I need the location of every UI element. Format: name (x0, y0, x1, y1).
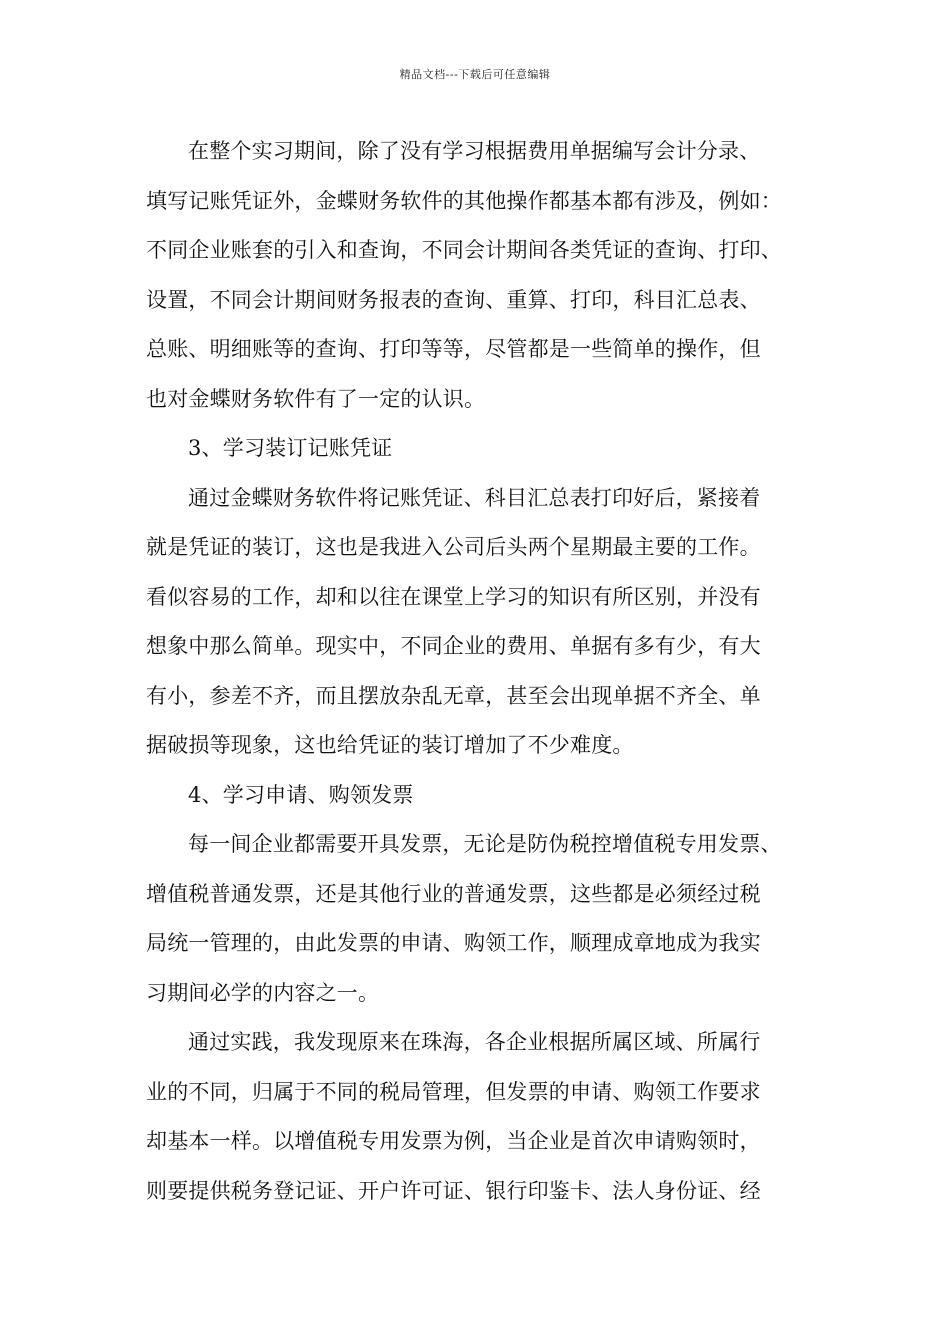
paragraph-line: 业的不同，归属于不同的税局管理，但发票的申请、购领工作要求 (146, 1079, 761, 1104)
paragraph-line: 想象中那么简单。现实中，不同企业的费用、单据有多有少，有大 (146, 634, 761, 658)
paragraph-line: 却基本一样。以增值税专用发票为例，当企业是首次申请购领时， (146, 1129, 761, 1153)
paragraph-line: 有小，参差不齐，而且摆放杂乱无章，甚至会出现单据不齐全、单 (146, 683, 761, 708)
paragraph-line: 通过金蝶财务软件将记账凭证、科目汇总表打印好后，紧接着 (188, 485, 761, 510)
paragraph-line: 设置，不同会计期间财务报表的查询、重算、打印，科目汇总表、 (146, 287, 761, 312)
paragraph-line: 总账、明细账等的查询、打印等等，尽管都是一些简单的操作，但 (146, 337, 761, 361)
paragraph-line: 习期间必学的内容之一。 (146, 980, 380, 1005)
paragraph-line: 不同企业账套的引入和查询，不同会计期间各类凭证的查询、打印、 (146, 238, 782, 262)
paragraph-line: 在整个实习期间，除了没有学习根据费用单据编写会计分录、 (188, 139, 761, 163)
paragraph-line: 填写记账凭证外，金蝶财务软件的其他操作都基本都有涉及，例如： (146, 188, 782, 213)
body-text (146, 127, 836, 1216)
paragraph-line: 就是凭证的装订，这也是我进入公司后头两个星期最主要的工作。 (146, 535, 761, 559)
paragraph-line: 每一间企业都需要开具发票，无论是防伪税控增值税专用发票、 (188, 832, 782, 856)
section-heading: 4、学习申请、购领发票 (188, 782, 414, 807)
paragraph-line: 局统一管理的，由此发票的申请、购领工作，顺理成章地成为我实 (146, 931, 761, 955)
paragraph-line: 也对金蝶财务软件有了一定的认识。 (146, 386, 486, 411)
paragraph-line: 通过实践，我发现原来在珠海，各企业根据所属区域、所属行 (188, 1030, 761, 1054)
paragraph-line: 看似容易的工作，却和以往在课堂上学习的知识有所区别，并没有 (146, 584, 761, 609)
paragraph-line: 增值税普通发票，还是其他行业的普通发票，这些都是必须经过税 (146, 881, 761, 906)
paragraph-line: 据破损等现象，这也给凭证的装订增加了不少难度。 (146, 733, 634, 757)
paragraph-line: 则要提供税务登记证、开户许可证、银行印鉴卡、法人身份证、经 (146, 1178, 761, 1203)
page-header: 精品文档---下载后可任意编辑 (399, 68, 551, 81)
section-heading: 3、学习装订记账凭证 (188, 436, 393, 460)
